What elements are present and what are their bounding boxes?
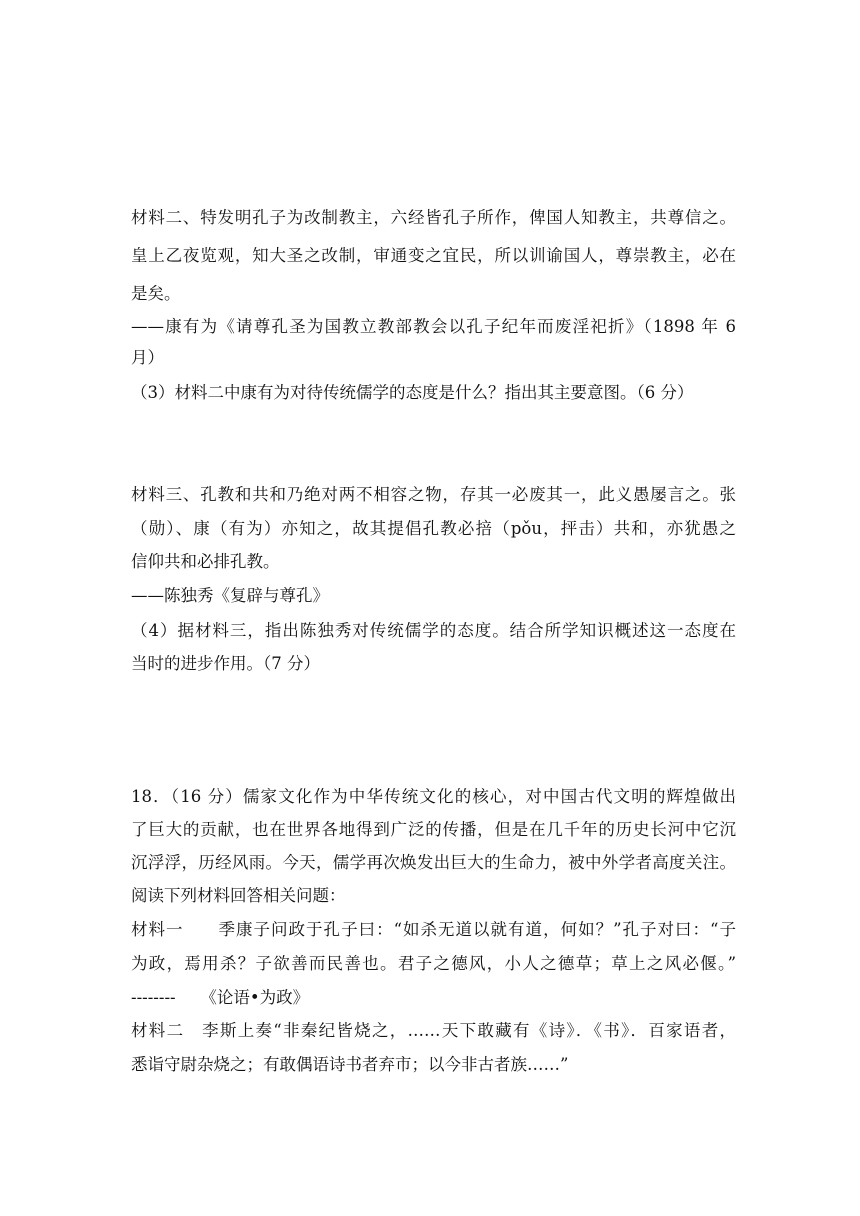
q18-material1-source: -------- 《论语•为政》 <box>131 988 310 1007</box>
q18-material2-line-1: 材料二 李斯上奏“非秦纪皆烧之，……天下敢藏有《诗》．《书》．百家语者， <box>131 1021 736 1040</box>
material2-source-line-2: 月） <box>131 348 164 367</box>
q18-material2-line-2: 悉诣守尉杂烧之；有敢偶语诗书者弃市；以今非古者族……” <box>131 1055 569 1074</box>
material2-text-line-3: 是矣。 <box>131 284 181 303</box>
question-4-line-1: （4）据材料三，指出陈独秀对传统儒学的态度。结合所学知识概述这一态度在 <box>131 621 736 640</box>
material2-text-line-2: 皇上乙夜览观，知大圣之改制，审通变之宜民，所以训谕国人，尊崇教主，必在 <box>131 246 736 265</box>
material2-source-line-1: ——康有为《请尊孔圣为国教立教部教会以孔子纪年而废淫祀折》（1898 年 6 <box>131 317 736 336</box>
question-18-intro-line-1: 18．（16 分）儒家文化作为中华传统文化的核心，对中国古代文明的辉煌做出 <box>131 787 736 806</box>
material3-text-line-1: 材料三、孔教和共和乃绝对两不相容之物，存其一必废其一，此义愚屡言之。张 <box>131 485 736 504</box>
question-3: （3）材料二中康有为对待传统儒学的态度是什么？指出其主要意图。（6 分） <box>131 383 694 402</box>
material2-text-line-1: 材料二、特发明孔子为改制教主，六经皆孔子所作，俾国人知教主，共尊信之。 <box>131 208 736 227</box>
material3-text-line-3: 信仰共和必排孔教。 <box>131 552 280 571</box>
question-18-intro-line-3: 沉浮浮，历经风雨。今天，儒学再次焕发出巨大的生命力，被中外学者高度关注。 <box>131 853 736 872</box>
q18-material1-line-2: 为政，焉用杀？子欲善而民善也。君子之德风，小人之德草；草上之风必偃。” <box>131 954 736 973</box>
question-18-intro-line-2: 了巨大的贡献，也在世界各地得到广泛的传播，但是在几千年的历史长河中它沉 <box>131 820 736 839</box>
material3-text-line-2: （勋）、康（有为）亦知之，故其提倡孔教必掊（pǒu，抨击）共和，亦犹愚之 <box>131 519 736 538</box>
question-18-intro-line-4: 阅读下列材料回答相关问题： <box>131 886 346 905</box>
material3-source: ——陈独秀《复辟与尊孔》 <box>131 586 329 605</box>
question-4-line-2: 当时的进步作用。（7 分） <box>131 654 320 673</box>
q18-material1-line-1: 材料一 季康子问政于孔子曰：“如杀无道以就有道，何如？”孔子对曰：“子 <box>131 920 736 939</box>
